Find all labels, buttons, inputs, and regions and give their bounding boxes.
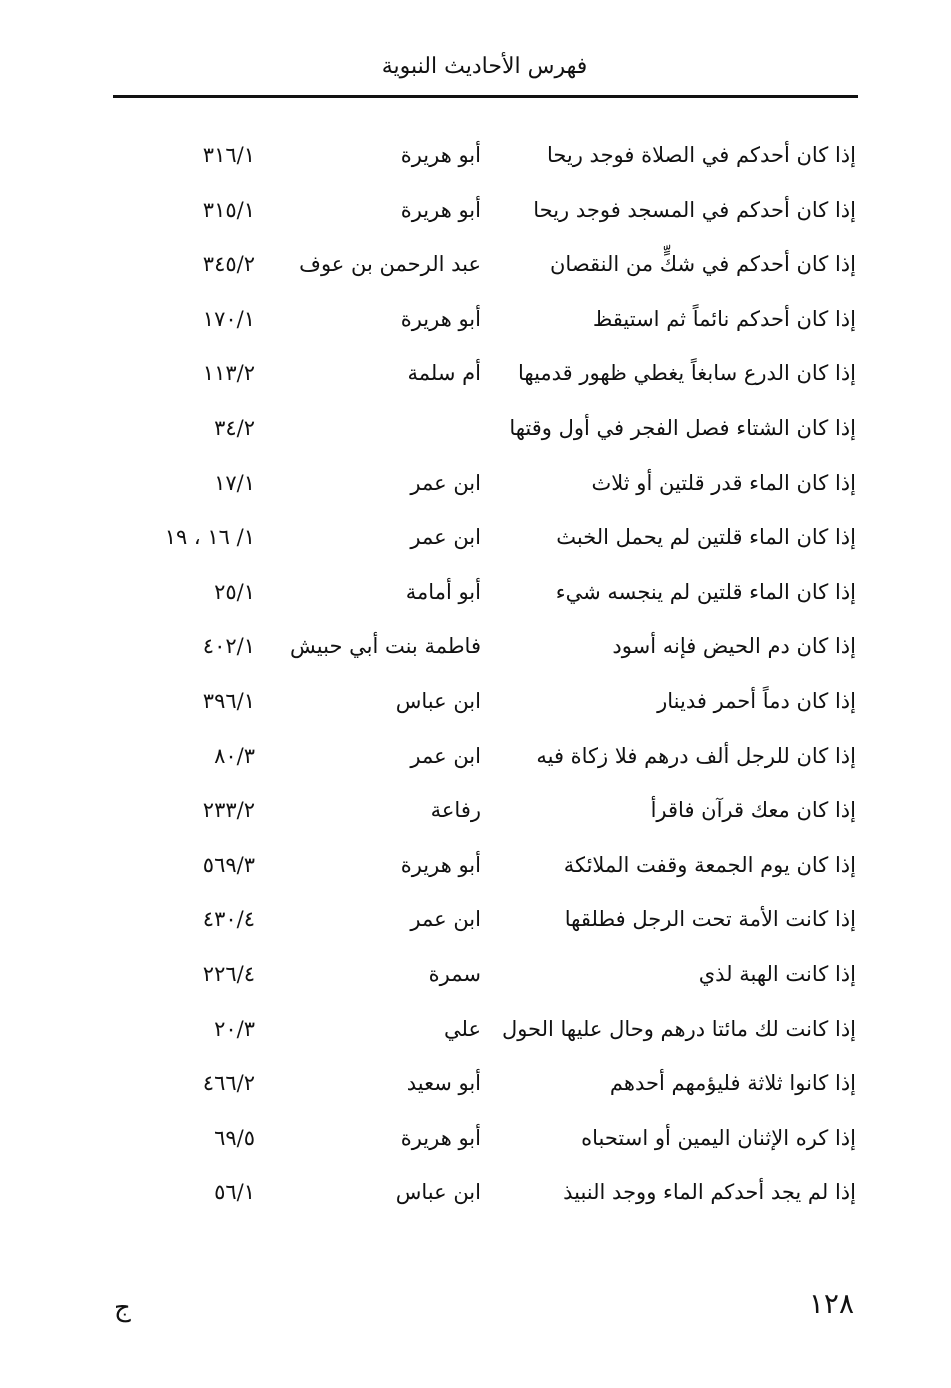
- narrator-name: أبو هريرة: [400, 197, 481, 222]
- narrator-name: عبد الرحمن بن عوف: [299, 252, 481, 277]
- volume-page-reference: ٣٤/٢: [214, 415, 255, 440]
- narrator-name: رفاعة: [430, 798, 481, 823]
- hadith-text: إذا لم يجد أحدكم الماء ووجد النبيذ: [563, 1180, 856, 1205]
- volume-page-reference: ١٧٠/١: [202, 306, 255, 331]
- volume-page-reference: ٤٣٠/٤: [202, 907, 255, 932]
- index-entry: [0, 292, 951, 347]
- narrator-name: أبو هريرة: [400, 1125, 481, 1150]
- volume-page-reference: ٣٤٥/٢: [202, 252, 255, 277]
- narrator-name: أبو هريرة: [400, 143, 481, 167]
- narrator-name: أبو هريرة: [400, 852, 481, 877]
- narrator-name: ابن عمر: [410, 470, 481, 495]
- index-entry: [0, 1111, 951, 1166]
- volume-page-reference: ٣١٥/١: [202, 197, 255, 222]
- index-entry: [0, 237, 951, 292]
- narrator-name: ابن عمر: [410, 743, 481, 768]
- narrator-name: أبو سعيد: [406, 1071, 481, 1096]
- narrator-name: علي: [444, 1016, 481, 1041]
- hadith-text: إذا كان أحدكم نائماً ثم استيقظ: [592, 306, 856, 331]
- index-entry: [0, 892, 951, 947]
- volume-page-reference: ٣١٦/١: [202, 143, 255, 167]
- narrator-name: ابن عباس: [395, 688, 481, 713]
- volume-page-reference: ٦٩/٥: [214, 1125, 255, 1150]
- section-mark: ج: [114, 1293, 131, 1323]
- volume-page-reference: ٤٠٢/١: [202, 634, 255, 659]
- index-entry: [0, 619, 951, 674]
- hadith-text: إذا كان الماء قدر قلتين أو ثلاث: [591, 470, 856, 495]
- index-entry: [0, 729, 951, 784]
- narrator-name: أم سلمة: [407, 361, 481, 386]
- hadith-text: إذا كان للرجل ألف درهم فلا زكاة فيه: [536, 743, 856, 768]
- running-head-title: فهرس الأحاديث النبوية: [381, 54, 588, 79]
- volume-page-reference: ١١٣/٢: [202, 361, 255, 386]
- index-entry: [0, 1002, 951, 1057]
- hadith-text: إذا كان أحدكم في شكٍّ من النقصان: [550, 252, 856, 277]
- hadith-text: إذا كره الإثنان اليمين أو استحباه: [581, 1125, 856, 1150]
- narrator-name: فاطمة بنت أبي حبيش: [290, 634, 481, 659]
- hadith-text: إذا كان الدرع سابغاً يغطي ظهور قدميها: [518, 361, 856, 386]
- volume-page-reference: ١٧/١: [214, 470, 255, 495]
- index-entry: [0, 674, 951, 729]
- index-entry: [0, 947, 951, 1002]
- index-entry: [0, 183, 951, 238]
- hadith-text: إذا كان معك قرآن فاقرأ: [650, 798, 856, 823]
- volume-page-reference: ٢٣٣/٢: [202, 798, 255, 823]
- volume-page-reference: ٥٦٩/٣: [202, 852, 255, 877]
- volume-page-reference: ١/ ١٦ ، ١٩: [164, 525, 255, 550]
- volume-page-reference: ٢٠/٣: [214, 1016, 255, 1041]
- volume-page-reference: ٢٥/١: [214, 579, 255, 604]
- hadith-text: إذا كان دم الحيض فإنه أسود: [612, 634, 856, 659]
- index-entry: [0, 346, 951, 401]
- narrator-name: ابن عباس: [395, 1180, 481, 1205]
- hadith-text: إذا كانوا ثلاثة فليؤمهم أحدهم: [609, 1071, 856, 1096]
- index-entry: [0, 1056, 951, 1111]
- hadith-text: إذا كان الماء قلتين لم يحمل الخبث: [556, 525, 856, 550]
- index-entry: [0, 838, 951, 893]
- narrator-name: ابن عمر: [410, 907, 481, 932]
- hadith-text: إذا كان أحدكم في الصلاة فوجد ريحا: [546, 143, 856, 167]
- hadith-text: إذا كان الماء قلتين لم ينجسه شيء: [555, 579, 856, 604]
- hadith-text: إذا كان دماً أحمر فدينار: [657, 688, 856, 713]
- index-entry: [0, 565, 951, 620]
- index-entry: [0, 1165, 951, 1220]
- page-number: ١٢٨: [808, 1287, 854, 1320]
- hadith-text: إذا كانت الأمة تحت الرجل فطلقها: [564, 907, 856, 932]
- index-entry: [0, 128, 951, 183]
- volume-page-reference: ٣٩٦/١: [202, 688, 255, 713]
- narrator-name: سمرة: [428, 961, 481, 986]
- index-entry: [0, 783, 951, 838]
- hadith-text: إذا كان يوم الجمعة وقفت الملائكة: [563, 852, 856, 877]
- index-entry: [0, 401, 951, 456]
- volume-page-reference: ٤٦٦/٢: [202, 1071, 255, 1096]
- index-entry: [0, 456, 951, 511]
- narrator-name: أبو هريرة: [400, 306, 481, 331]
- header-rule: [113, 95, 858, 98]
- narrator-name: ابن عمر: [410, 525, 481, 550]
- hadith-text: إذا كان الشتاء فصل الفجر في أول وقتها: [509, 415, 856, 440]
- volume-page-reference: ٥٦/١: [214, 1180, 255, 1205]
- volume-page-reference: ٢٢٦/٤: [202, 961, 255, 986]
- hadith-text: إذا كان أحدكم في المسجد فوجد ريحا: [533, 197, 856, 222]
- narrator-name: أبو أمامة: [405, 579, 481, 604]
- hadith-index-list: [0, 128, 951, 1220]
- hadith-text: إذا كانت الهبة لذي: [698, 961, 856, 986]
- volume-page-reference: ٨٠/٣: [214, 743, 255, 768]
- index-entry: [0, 510, 951, 565]
- hadith-text: إذا كانت لك مائتا درهم وحال عليها الحول: [501, 1016, 856, 1041]
